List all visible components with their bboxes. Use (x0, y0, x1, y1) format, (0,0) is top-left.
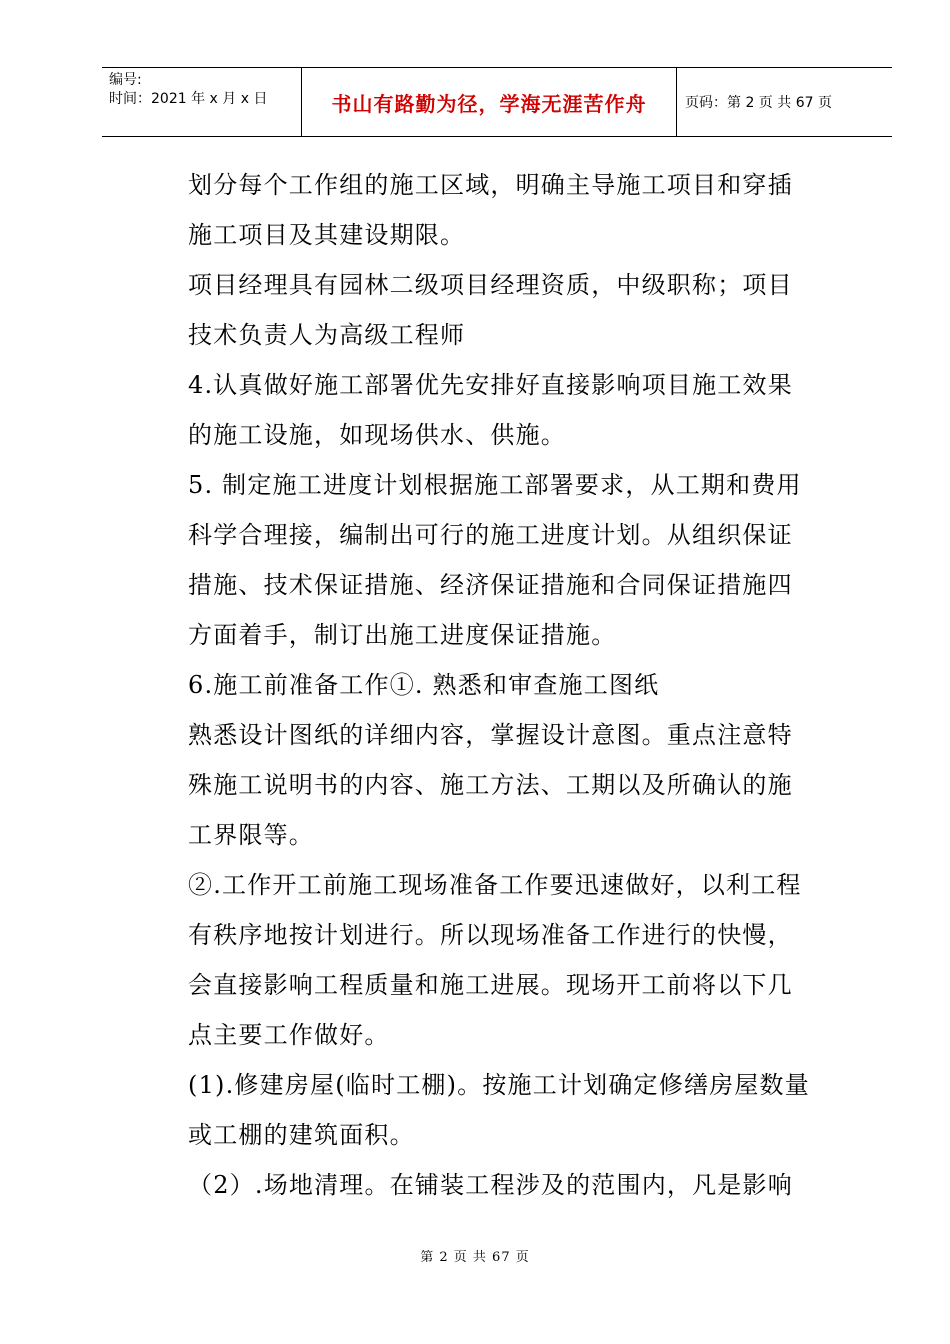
header-motto: 书山有路勤为径，学海无涯苦作舟 (302, 68, 677, 136)
text-line: （2）.场地清理。在铺装工程涉及的范围内，凡是影响 (188, 1171, 793, 1199)
text-line: 划分每个工作组的施工区域，明确主导施工项目和穿插 (188, 171, 793, 199)
number-label: 编号: (109, 72, 142, 88)
body-text (188, 160, 828, 1210)
text-line: 会直接影响工程质量和施工进展。现场开工前将以下几 (188, 971, 793, 999)
text-line: 工界限等。 (188, 821, 314, 849)
text-line: 施工项目及其建设期限。 (188, 221, 466, 249)
text-line: 技术负责人为高级工程师 (188, 321, 466, 349)
text-line: 方面着手，制订出施工进度保证措施。 (188, 621, 617, 649)
text-line: 点主要工作做好。 (188, 1021, 390, 1049)
text-line: 6.施工前准备工作①. 熟悉和审查施工图纸 (188, 671, 660, 699)
text-line: 有秩序地按计划进行。所以现场准备工作进行的快慢， (188, 921, 793, 949)
text-line: 项目经理具有园林二级项目经理资质，中级职称；项目 (188, 271, 793, 299)
page-header (102, 67, 892, 137)
text-line: 5. 制定施工进度计划根据施工部署要求，从工期和费用 (188, 471, 802, 499)
text-line: 或工棚的建筑面积。 (188, 1121, 415, 1149)
text-line: 措施、技术保证措施、经济保证措施和合同保证措施四 (188, 571, 793, 599)
text-line: (1).修建房屋(临时工棚)。按施工计划确定修缮房屋数量 (188, 1071, 810, 1099)
date-label: 时间：2021 年 x 月 x 日 (109, 91, 268, 107)
text-line: 的施工设施，如现场供水、供施。 (188, 421, 566, 449)
text-line: ②.工作开工前施工现场准备工作要迅速做好，以利工程 (188, 871, 802, 899)
text-line: 熟悉设计图纸的详细内容，掌握设计意图。重点注意特 (188, 721, 793, 749)
page-footer: 第 2 页 共 67 页 (420, 1250, 530, 1265)
text-line: 科学合理接，编制出可行的施工进度计划。从组织保证 (188, 521, 793, 549)
text-line: 殊施工说明书的内容、施工方法、工期以及所确认的施 (188, 771, 793, 799)
header-meta (102, 68, 302, 136)
text-line: 4.认真做好施工部署优先安排好直接影响项目施工效果 (188, 371, 793, 399)
header-page-info: 页码：第 2 页 共 67 页 (685, 95, 832, 111)
